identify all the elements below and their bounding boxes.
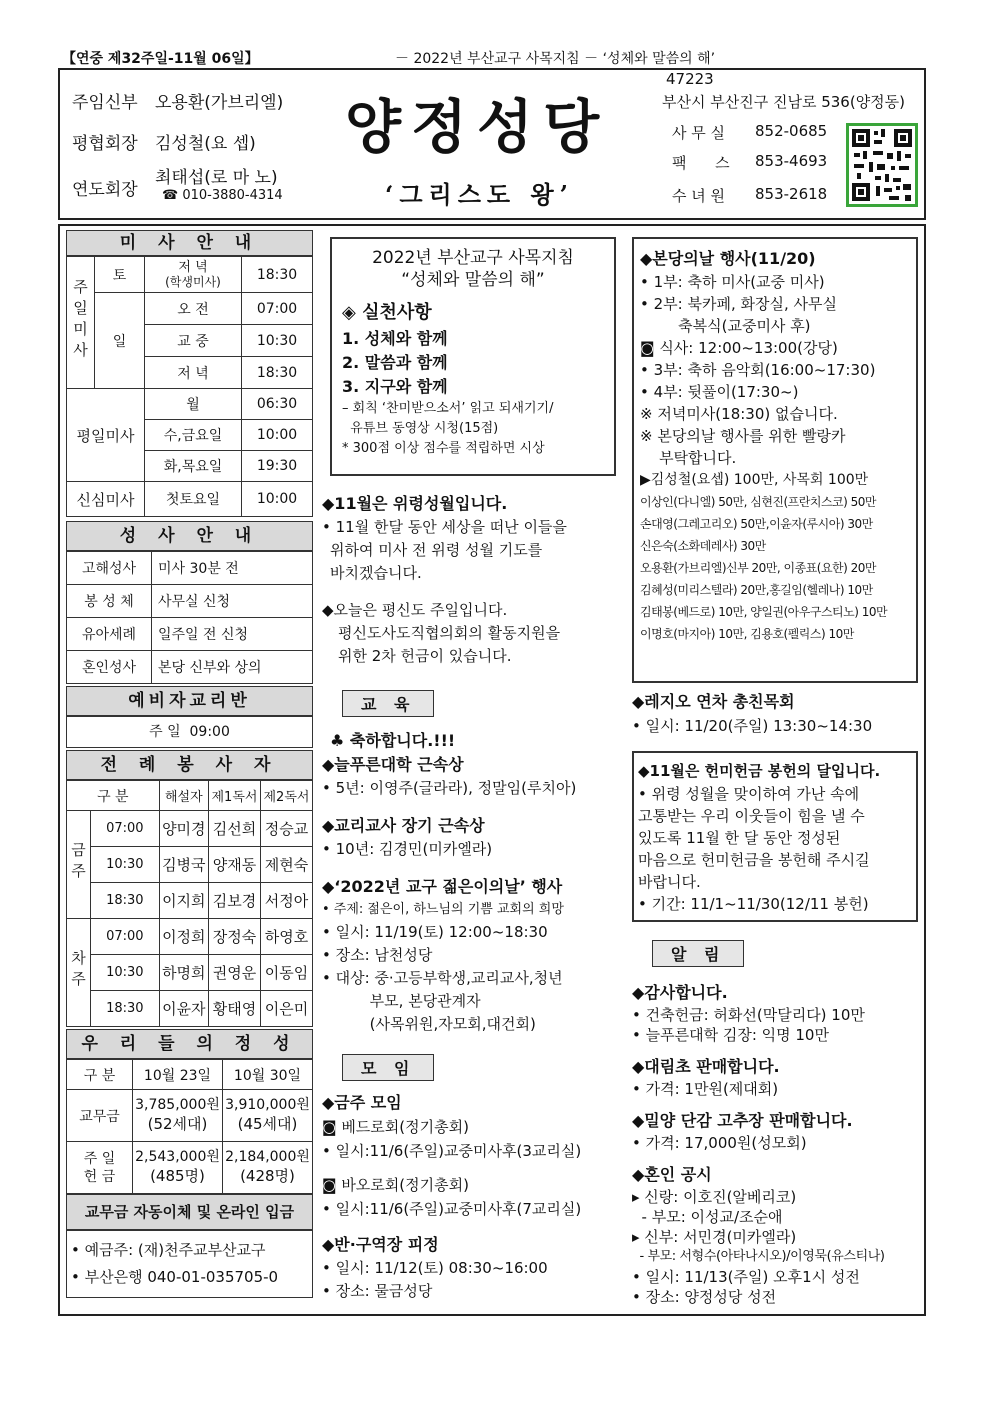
server-name: 서정아 [260, 883, 312, 919]
practice-item: 1. 성체와 함께 [342, 329, 448, 348]
auto-transfer-title: 교무금 자동이체 및 온라인 입금 [66, 1194, 313, 1230]
mercy-line: 고통받는 우리 이웃들이 힘을 낼 수 [638, 807, 865, 825]
legio-section [632, 690, 922, 738]
server-name: 이지희 [159, 883, 208, 919]
devotion-name: 첫토요일 [145, 482, 242, 517]
retreat-line: • 장소: 물금성당 [322, 1282, 433, 1300]
november-line: • 11월 한달 동안 세상을 떠난 이들을 [322, 518, 567, 536]
postcode: 47223 [666, 70, 714, 88]
offering-header: 구 분 [67, 1060, 133, 1090]
univ-heading: ◆늘푸른대학 근속상 [322, 755, 464, 774]
feast-line: 축복식(교중미사 후) [640, 317, 811, 335]
offering-value: 2,184,000원 (428명) [223, 1142, 313, 1194]
servers-header: 제1독서 [208, 781, 260, 811]
servers-title: 전 례 봉 사 자 [66, 750, 313, 780]
weekday-name: 수,금요일 [145, 420, 242, 451]
mercy-box [632, 751, 918, 922]
practice-item: 3. 지구와 함께 [342, 377, 448, 396]
notice-section [632, 940, 922, 1307]
donor-line: 이명호(마지아) 10만, 김용호(펠릭스) 10만 [640, 627, 854, 641]
feast-box [632, 237, 918, 683]
weekday-name: 월 [145, 389, 242, 420]
feast-line: ※ 본당의날 행사를 위한 빨랑카 [640, 427, 846, 445]
mercy-heading: ◆11월은 헌미헌금 봉헌의 달입니다. [638, 762, 881, 780]
prayer-name: 최태섭(로 마 노) [155, 168, 278, 188]
mercy-line: • 위령 성월을 맞이하여 가난 속에 [638, 785, 860, 803]
donor-line: 신은숙(소화데레사) 30만 [640, 539, 766, 553]
server-time: 07:00 [91, 811, 160, 847]
weekday-time: 06:30 [242, 389, 313, 420]
pastor-name: 오용환(가브리엘) [155, 93, 284, 113]
meeting-heading: ◆금주 모임 [322, 1093, 402, 1112]
feast-line: • 4부: 뒷풀이(17:30~) [640, 383, 799, 401]
weekday-mass-label: 평일미사 [67, 389, 145, 482]
server-time: 18:30 [91, 991, 160, 1027]
practice-note: – 회칙 ‘찬미받으소서’ 읽고 되새기기/ [342, 401, 554, 416]
weekday-time: 19:30 [242, 451, 313, 482]
thanks-line: • 늘푸른대학 김장: 익명 10만 [632, 1026, 829, 1044]
bank-account[interactable]: • 부산은행 040-01-035705-0 [71, 1268, 279, 1286]
qr-code-icon[interactable] [846, 123, 918, 207]
thanks-heading: ◆감사합니다. [632, 983, 728, 1002]
convent-label: 수 녀 원 [672, 187, 726, 205]
sun-name: 저 녁 [145, 357, 242, 389]
youth-line: • 일시: 11/19(토) 12:00~18:30 [322, 923, 548, 941]
fax-label: 팩 스 [672, 154, 730, 172]
server-name: 하영호 [260, 919, 312, 955]
server-name: 양미경 [159, 811, 208, 847]
catechumen-time: 주 일 09:00 [66, 716, 313, 748]
pastoral-guide-box [330, 237, 616, 476]
prayer-label: 연도회장 [72, 180, 138, 200]
donor-line: 오용환(가브리엘)신부 20만, 이종표(요한) 20만 [640, 561, 876, 575]
paste-line: • 가격: 17,000원(성모회) [632, 1134, 807, 1152]
catechumen-title: 예비자교리반 [66, 686, 313, 716]
office-label: 사 무 실 [672, 124, 726, 142]
donor-line: 손대영(그레고리오) 50만,이윤자(루시아) 30만 [640, 517, 873, 531]
paste-heading: ◆밀양 단감 고추장 판매합니다. [632, 1111, 853, 1130]
server-name: 이은미 [260, 991, 312, 1027]
offering-header: 10월 23일 [133, 1060, 223, 1090]
server-name: 권영운 [208, 955, 260, 991]
offering-value: 3,785,000원 (52세대) [133, 1090, 223, 1142]
devotion-time: 10:00 [242, 482, 313, 517]
meeting-line: ◙ 바오로회(정기총회) [322, 1176, 469, 1194]
sat-label: 토 [95, 257, 145, 293]
server-name: 제현숙 [260, 847, 312, 883]
youth-line: (사목위원,자모회,대건회) [322, 1015, 536, 1033]
mass-table [66, 256, 313, 517]
sacrament-key: 혼인성사 [67, 651, 152, 684]
candle-heading: ◆대림초 판매합니다. [632, 1057, 780, 1076]
sun-time: 18:30 [242, 357, 313, 389]
convent-number: 853-2618 [755, 185, 828, 203]
guide-title: 2022년 부산교구 사목지침 [372, 248, 574, 268]
legio-heading: ◆레지오 연차 총친목회 [632, 692, 795, 711]
univ-line: • 5년: 이영주(글라라), 정말임(루치아) [322, 779, 577, 797]
server-name: 이동임 [260, 955, 312, 991]
practice-note: 유튜브 동영상 시청(15점) [342, 421, 499, 436]
notice-tag: 알 림 [652, 940, 744, 967]
server-name: 하명희 [159, 955, 208, 991]
pastor-label: 주임신부 [72, 93, 138, 113]
sacrament-title: 성 사 안 내 [66, 521, 313, 551]
practice-item: 2. 말씀과 함께 [342, 353, 448, 372]
meeting-line: ◙ 베드로회(정기총회) [322, 1118, 469, 1136]
legio-line: • 일시: 11/20(주일) 13:30~14:30 [632, 717, 873, 735]
wedding-line: - 부모: 이성교/조순애 [632, 1208, 783, 1226]
week-next-label: 차주 [67, 919, 91, 1027]
server-name: 이윤자 [159, 991, 208, 1027]
sacrament-table [66, 551, 313, 684]
practice-note: * 300점 이상 점수를 적립하면 시상 [342, 441, 545, 456]
feast-line: • 1부: 축하 미사(교중 미사) [640, 273, 825, 291]
server-name: 이정희 [159, 919, 208, 955]
wedding-heading: ◆혼인 공시 [632, 1165, 712, 1184]
feast-line: ◙ 식사: 12:00~13:00(강당) [640, 339, 838, 357]
offering-header: 10월 30일 [223, 1060, 313, 1090]
council-label: 평협회장 [72, 134, 138, 154]
sat-name: 저 녁 (학생미사) [145, 257, 242, 293]
feast-line: 부탁합니다. [640, 449, 737, 467]
wedding-line: ▸ 신랑: 이호진(알베리코) [632, 1188, 797, 1206]
server-name: 양재동 [208, 847, 260, 883]
youth-line: • 장소: 남천성당 [322, 946, 433, 964]
laity-line: 위한 2차 헌금이 있습니다. [338, 647, 512, 665]
fax-number: 853-4693 [755, 152, 828, 170]
devotion-mass-label: 신심미사 [67, 482, 145, 517]
left-column [66, 230, 313, 1298]
council-name: 김성철(요 셉) [155, 134, 256, 154]
servers-header: 제2독서 [260, 781, 312, 811]
meeting-line: • 일시:11/6(주일)교중미사후(3교리실) [322, 1142, 582, 1160]
sacrament-key: 유아세례 [67, 618, 152, 651]
feast-heading: ◆본당의날 행사(11/20) [640, 249, 816, 268]
server-name: 김병국 [159, 847, 208, 883]
wedding-line: ▸ 신부: 서민경(미카엘라) [632, 1228, 797, 1246]
server-name: 김선희 [208, 811, 260, 847]
november-line: 바치겠습니다. [330, 564, 422, 582]
sun-label: 일 [95, 293, 145, 389]
sacrament-value: 본당 신부와 상의 [152, 651, 313, 684]
november-heading: ◆11월은 위령성월입니다. [322, 494, 508, 513]
middle-column [322, 492, 622, 1303]
thanks-line: • 건축헌금: 허화선(막달리다) 10만 [632, 1006, 865, 1024]
sun-time: 10:30 [242, 325, 313, 357]
mercy-line: 바랍니다. [638, 873, 701, 891]
education-tag: 교 육 [342, 690, 434, 717]
server-name: 황태영 [208, 991, 260, 1027]
prayer-phone: ☎ 010-3880-4314 [162, 188, 283, 203]
donor-line: ▶김성철(요셉) 100만, 사목회 100만 [640, 472, 869, 488]
server-time: 10:30 [91, 955, 160, 991]
youth-heading: ◆‘2022년 교구 젊은이의날’ 행사 [322, 877, 563, 896]
congrats-heading: ♣ 축하합니다.!!! [330, 731, 456, 750]
server-time: 10:30 [91, 847, 160, 883]
youth-line: 부모, 본당관계자 [322, 992, 481, 1010]
pastoral-motto: － 2022년 부산교구 사목지침 － ‘성체와 말씀의 해’ [395, 51, 716, 67]
feast-line: • 2부: 북카페, 화장실, 사무실 [640, 295, 837, 313]
meeting-line: • 일시:11/6(주일)교중미사후(7교리실) [322, 1200, 582, 1218]
address: 부산시 부산진구 진남로 536(양정동) [662, 93, 906, 111]
server-time: 18:30 [91, 883, 160, 919]
candle-line: • 가격: 1만원(제대회) [632, 1080, 779, 1098]
weekday-name: 화,목요일 [145, 451, 242, 482]
sacrament-key: 고해성사 [67, 552, 152, 585]
donor-line: 이상인(다니엘) 50만, 심현진(프란치스코) 50만 [640, 495, 876, 509]
servers-header: 구 분 [67, 781, 160, 811]
donor-line: 김혜성(미리스텔라) 20만,홍길임(헬레나) 10만 [640, 583, 873, 597]
donor-line: 김태봉(베드로) 10만, 양일권(아우구스티노) 10만 [640, 605, 888, 619]
guide-subtitle: “성체와 말씀의 해” [401, 270, 545, 290]
week-this-label: 금주 [67, 811, 91, 919]
youth-line: • 대상: 중·고등부학생,교리교사,청년 [322, 969, 563, 987]
mercy-line: 마음으로 헌미헌금을 봉헌해 주시길 [638, 851, 870, 869]
wedding-line: • 장소: 양정성당 성전 [632, 1288, 777, 1306]
sat-time: 18:30 [242, 257, 313, 293]
practice-heading: ◈ 실천사항 [342, 302, 432, 323]
mercy-line: 있도록 11월 한 달 동안 정성된 [638, 829, 841, 847]
mercy-line: • 기간: 11/1~11/30(12/11 봉헌) [638, 895, 869, 913]
servers-table [66, 780, 313, 1027]
november-line: 위하여 미사 전 위령 성월 기도를 [330, 541, 543, 559]
sacrament-key: 봉 성 체 [67, 585, 152, 618]
laity-heading: ◆오늘은 평신도 주일입니다. [322, 601, 508, 619]
retreat-line: • 일시: 11/12(토) 08:30~16:00 [322, 1259, 548, 1277]
server-time: 07:00 [91, 919, 160, 955]
meeting-tag: 모 임 [342, 1054, 434, 1081]
office-number: 852-0685 [755, 122, 828, 140]
offering-key: 교무금 [67, 1090, 133, 1142]
server-name: 김보경 [208, 883, 260, 919]
teacher-line: • 10년: 김경민(미카엘라) [322, 840, 493, 858]
sun-name: 교 중 [145, 325, 242, 357]
offering-value: 3,910,000원 (45세대) [223, 1090, 313, 1142]
sunday-mass-label: 주일미사 [67, 257, 95, 389]
church-subtitle: ‘그리스도 왕’ [385, 180, 574, 209]
wedding-line: - 부모: 서형수(아타나시오)/이영묵(유스티나) [632, 1249, 885, 1264]
youth-line: • 주제: 젊은이, 하느님의 기쁨 교회의 희망 [322, 902, 564, 917]
mass-title: 미 사 안 내 [66, 230, 313, 256]
retreat-heading: ◆반·구역장 피정 [322, 1235, 439, 1254]
server-name: 정승교 [260, 811, 312, 847]
account-holder: • 예금주: (재)천주교부산교구 [71, 1241, 266, 1259]
laity-line: 평신도사도직협의회의 활동지원을 [338, 624, 561, 642]
wedding-line: • 일시: 11/13(주일) 오후1시 성전 [632, 1268, 860, 1286]
offering-table [66, 1059, 313, 1194]
server-name: 장정숙 [208, 919, 260, 955]
church-title: 양정성당 [345, 93, 610, 161]
sacrament-value: 일주일 전 신청 [152, 618, 313, 651]
teacher-heading: ◆교리교사 장기 근속상 [322, 816, 485, 835]
sun-time: 07:00 [242, 293, 313, 325]
offering-title: 우 리 들 의 정 성 [66, 1029, 313, 1059]
servers-header: 해설자 [159, 781, 208, 811]
offering-key: 주 일 헌 금 [67, 1142, 133, 1194]
sun-name: 오 전 [145, 293, 242, 325]
weekday-time: 10:00 [242, 420, 313, 451]
offering-value: 2,543,000원 (485명) [133, 1142, 223, 1194]
issue-label: 【연중 제32주일-11월 06일】 [62, 51, 259, 67]
feast-line: ※ 저녁미사(18:30) 없습니다. [640, 405, 838, 423]
sacrament-value: 사무실 신청 [152, 585, 313, 618]
feast-line: • 3부: 축하 음악회(16:00~17:30) [640, 361, 876, 379]
sacrament-value: 미사 30분 전 [152, 552, 313, 585]
